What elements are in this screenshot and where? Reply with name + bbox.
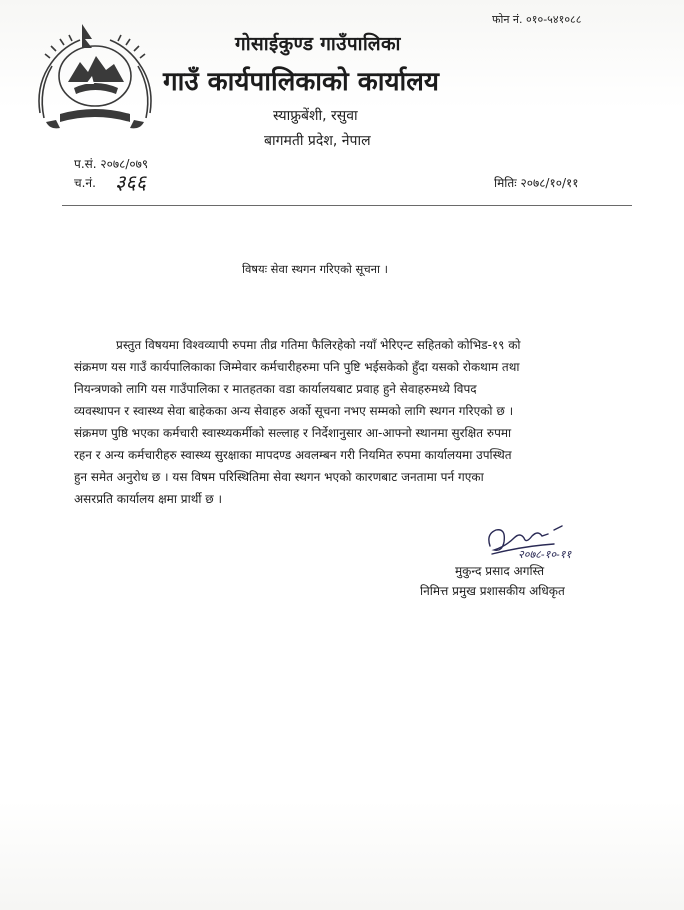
signature-date: २०७८-१०-११ bbox=[518, 548, 572, 561]
office-name: गाउँ कार्यपालिकाको कार्यालय bbox=[163, 67, 439, 97]
phone-number: फोन नं. ०१०-५४१०८८ bbox=[492, 13, 582, 26]
body-line: संक्रमण पुष्ठि भएका कर्मचारी स्वास्थ्यकर्मीको सल्लाह र निर्देशानुसार आ-आफ्नो स्थानमा सुरक्षित रुपमा bbox=[74, 426, 512, 440]
dispatch-number-handwritten: ३६६ bbox=[115, 170, 147, 194]
signer-name: मुकुन्द प्रसाद अगस्ति bbox=[455, 564, 545, 578]
reference-number: प.सं. २०७८/०७९ bbox=[74, 157, 149, 171]
header-divider bbox=[62, 205, 632, 206]
signer-designation: निमित्त प्रमुख प्रशासकीय अधिकृत bbox=[420, 584, 565, 598]
nepal-emblem-logo bbox=[30, 18, 160, 136]
body-line: असरप्रति कार्यालय क्षमा प्रार्थी छ । bbox=[74, 492, 223, 506]
province-name: बागमती प्रदेश, नेपाल bbox=[264, 133, 371, 149]
dispatch-number-label: च.नं. bbox=[74, 176, 96, 190]
subject-line: विषयः सेवा स्थगन गरिएको सूचना । bbox=[242, 262, 389, 276]
office-location: स्याफ्रुबेंशी, रसुवा bbox=[273, 108, 358, 124]
body-line: रहन र अन्य कर्मचारीहरु स्वास्थ्य सुरक्षाका मापदण्ड अवलम्बन गरी नियमित रुपमा कार्यालयमा उपस्थित bbox=[74, 448, 512, 462]
municipality-name: गोसाईकुण्ड गाउँपालिका bbox=[235, 33, 401, 55]
body-line: संक्रमण यस गाउँ कार्यपालिकाका जिम्मेवार कर्मचारीहरुमा पनि पुष्टि भईसकेको हुँदा यसको रोकथाम तथा bbox=[74, 360, 520, 374]
handwritten-signature bbox=[484, 516, 624, 562]
body-line: प्रस्तुत विषयमा विश्वव्यापी रुपमा तीव्र गतिमा फैलिरहेको नयाँ भेरिएन्ट सहितको कोभिड-१९ को bbox=[116, 338, 521, 352]
body-line: व्यवस्थापन र स्वास्थ्य सेवा बाहेकका अन्य सेवाहरु अर्को सूचना नभए सम्मको लागि स्थगन गरिएको छ । bbox=[74, 404, 514, 418]
body-line: नियन्त्रणको लागि यस गाउँपालिका र मातहतका वडा कार्यालयबाट प्रवाह हुने सेवाहरुमध्ये विपद bbox=[74, 382, 477, 396]
letter-date: मितिः २०७८/१०/११ bbox=[494, 176, 579, 190]
body-line: हुन समेत अनुरोध छ । यस विषम परिस्थितिमा सेवा स्थगन भएको कारणबाट जनतामा पर्न गएका bbox=[74, 470, 484, 484]
